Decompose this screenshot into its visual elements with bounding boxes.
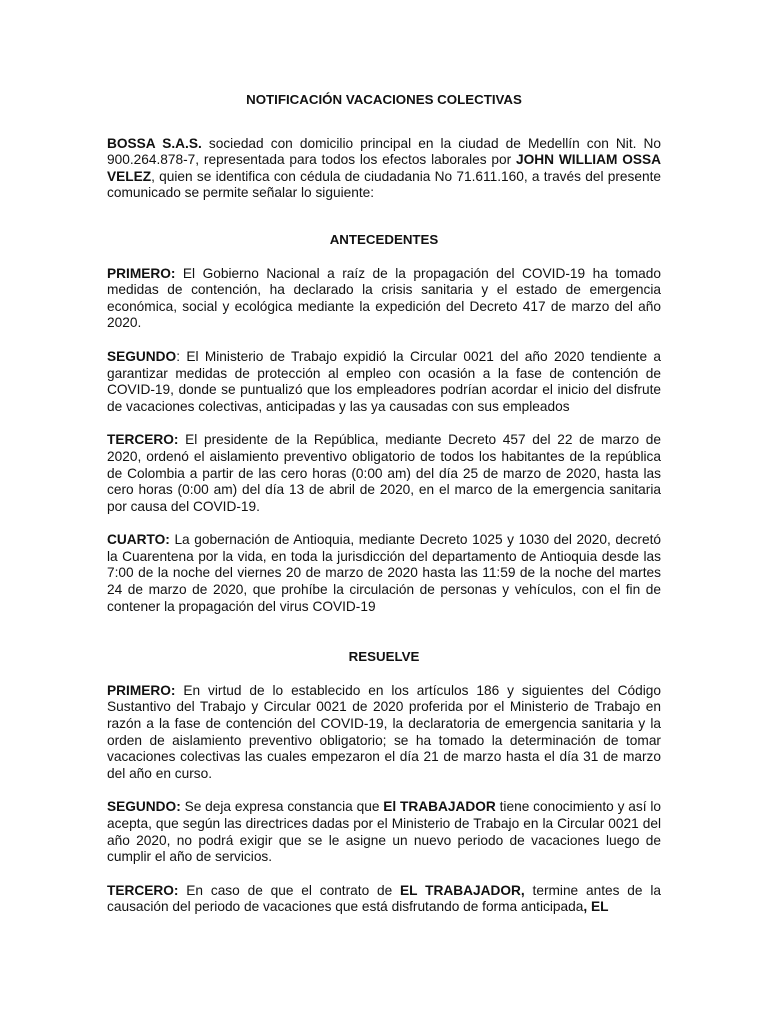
resuelve-text: termine antes de la causación del periodo de vacaciones que está disfrutando de forma anticipada xyxy=(107,882,661,915)
resuelve-text: En caso de que el contrato de xyxy=(178,882,401,898)
antecedente-tercero xyxy=(107,432,661,515)
representative-name: JOHN WILLIAM OSSA VELEZ xyxy=(107,152,661,184)
antecedente-text: : El Ministerio de Trabajo expidió la Circular 0021 del año 2020 tendiente a garantizar medidas de protección al empleo con ocasión a la fase de contención de COVID-19, donde se puntualizó que los empleadores podrían acordar el inicio del disfrute de vacaciones colectivas, anticipadas y las ya causadas con sus empleados xyxy=(107,348,661,414)
resuelve-text: En virtud de lo establecido en los artículos 186 y siguientes del Código Sustantivo del Trabajo y Circular 0021 de 2020 proferida por el Ministerio de Trabajo en razón a la fase de contención del COVID-19, la declaratoria de emergencia sanitaria y la orden de aislamiento preventivo obligatorio; se ha tomado la determinación de tomar vacaciones colectivas las cuales empezaron el día 21 de marzo hasta el día 31 de marzo del año en curso. xyxy=(107,682,661,781)
antecedentes-heading: ANTECEDENTES xyxy=(329,231,439,247)
antecedente-label: CUARTO: xyxy=(107,532,170,548)
resuelve-label: PRIMERO: xyxy=(107,682,176,698)
resuelve-text: Se deja expresa constancia que xyxy=(180,799,384,815)
document-page xyxy=(107,92,661,916)
intro-paragraph xyxy=(107,136,661,202)
trabajador-term: El TRABAJADOR xyxy=(383,799,496,815)
antecedente-segundo xyxy=(107,349,661,415)
resuelve-label: TERCERO: xyxy=(107,882,179,898)
antecedente-label: PRIMERO: xyxy=(107,265,176,281)
antecedente-label: TERCERO: xyxy=(107,432,179,448)
resuelve-text: tiene conocimiento y así lo acepta, que según las directrices dadas por el Ministerio de Trabajo en la Circular 0021 del año 2020, no podrá exigir que se le asigne un nuevo periodo de vacaciones luego de cumplir el año de servicios. xyxy=(107,799,661,865)
antecedente-text: La gobernación de Antioquia, mediante Decreto 1025 y 1030 del 2020, decretó la Cuarentena por la vida, en toda la jurisdicción del departamento de Antioquia desde las 7:00 de la noche del viernes 20 de marzo de 2020 hasta las 11:59 de la noche del martes 24 de marzo de 2020, que prohíbe la circulación de personas y vehículos, con el fin de contener la propagación del virus COVID-19 xyxy=(107,532,661,614)
antecedente-primero xyxy=(107,266,661,332)
antecedente-text: El presidente de la República, mediante Decreto 457 del 22 de marzo de 2020, ordenó el aislamiento preventivo obligatorio de todos los habitantes de la república de Colombia a partir de las cero horas (0:00 am) del día 25 de marzo de 2020, hasta las cero horas (0:00 am) del día 13 de abril de 2020, en el marco de la emergencia sanitaria por causa del COVID-19. xyxy=(107,432,661,514)
trabajador-term: EL TRABAJADOR, xyxy=(400,882,525,898)
resuelve-primero xyxy=(107,683,661,783)
resuelve-segundo xyxy=(107,799,661,865)
company-name: BOSSA S.A.S. xyxy=(107,135,202,151)
document-title: NOTIFICACIÓN VACACIONES COLECTIVAS xyxy=(246,92,522,107)
trabajador-term-cont: , EL xyxy=(583,899,609,915)
antecedente-text: El Gobierno Nacional a raíz de la propagación del COVID-19 ha tomado medidas de contención, ha declarado la crisis sanitaria y el estado de emergencia económica, social y ecológica mediante la expedición del Decreto 417 de marzo del año 2020. xyxy=(107,265,661,331)
intro-text-2: , quien se identifica con cédula de ciudadania No 71.611.160, a través del presente comunicado se permite señalar lo siguiente: xyxy=(107,168,661,201)
resuelve-heading: RESUELVE xyxy=(348,649,420,665)
resuelve-tercero xyxy=(107,883,661,916)
antecedente-label: SEGUNDO xyxy=(107,348,177,364)
resuelve-label: SEGUNDO: xyxy=(107,799,181,815)
antecedente-cuarto xyxy=(107,532,661,615)
intro-text-1: sociedad con domicilio principal en la ciudad de Medellín con Nit. No 900.264.878-7, representada para todos los efectos laborales por xyxy=(107,135,661,168)
